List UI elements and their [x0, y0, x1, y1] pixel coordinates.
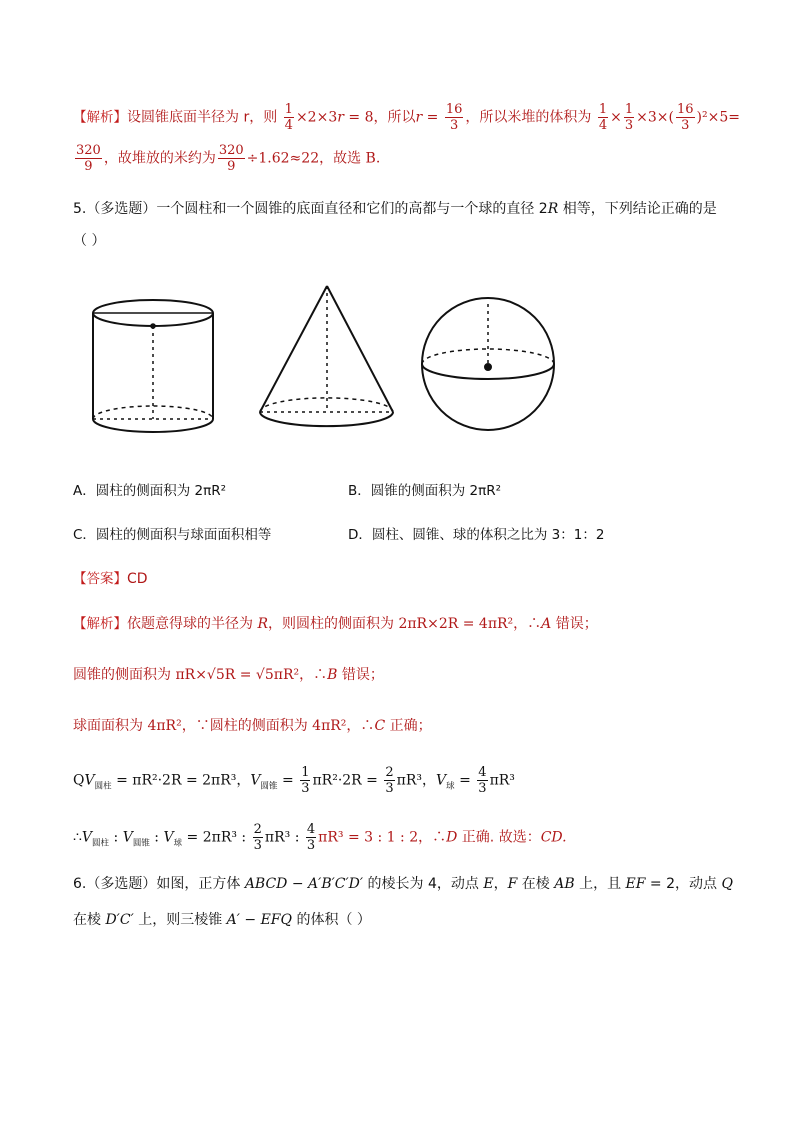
option-d: D．圆柱、圆锥、球的体积之比为 3：1：2 [348, 527, 605, 543]
fraction: $\frac{4}{3}$ [478, 765, 487, 796]
fraction: $\frac{1}{4}$ [284, 102, 293, 133]
analysis-prev-line-1: 【解析】设圆锥底面半径为 r，则 $\frac{1}{4}$ ×2×3r = 8，所以r = $\frac{16}{3}$ ，所以米堆的体积为 $\frac{1}{4}$ × $\frac{1}{3}$ ×3×( $\frac{16}{3}$ )²×5= [73, 102, 740, 133]
cone-figure [260, 286, 393, 426]
option-b: B．圆锥的侧面积为 2πR² [348, 483, 502, 499]
fraction: $\frac{2}{3}$ [385, 765, 394, 796]
fraction: $\frac{1}{4}$ [598, 102, 608, 133]
fraction: $\frac{16}{3}$ [676, 102, 694, 133]
solids-figure [80, 276, 570, 452]
option-a: A．圆柱的侧面积为 2πR² [73, 483, 227, 499]
option-c: C．圆柱的侧面积与球面面积相等 [73, 527, 272, 543]
fraction: $\frac{320}{9}$ [218, 143, 244, 174]
cylinder-figure [93, 300, 213, 432]
analysis-5-line-5: $\therefore V_{圆柱}$ : $V_{圆锥}$ : $V_球 = 2\pi R^3$ : $\frac{2}{3}$ πR³ : $\frac{4}{3}$ πR³ = 3 : 1 : 2，∴D 正确. 故选：CD. [73, 822, 567, 853]
question-6-line-2: 在棱 D′C′ 上，则三棱锥 A′ − EFQ 的体积（ ） [73, 912, 371, 928]
question-6-line-1: 6.（多选题）如图，正方体 ABCD − A′B′C′D′ 的棱长为 4，动点 E，F 在棱 AB 上，且 EF = 2，动点 Q [73, 876, 733, 892]
analysis-5-line-3: 球面面积为 4πR²，∵圆柱的侧面积为 4πR²，∴C 正确； [73, 718, 432, 734]
fraction: $\frac{1}{3}$ [301, 765, 310, 796]
analysis-5-line-1: 【解析】依题意得球的半径为 R，则圆柱的侧面积为 2πR×2R = 4πR²，∴A 错误； [73, 616, 598, 632]
answer-line: 【答案】CD [73, 571, 148, 587]
question-5-line-2: （ ） [73, 233, 106, 249]
fraction: $\frac{2}{3}$ [253, 822, 262, 853]
fraction: $\frac{16}{3}$ [445, 102, 463, 133]
question-5-line-1: 5.（多选题）一个圆柱和一个圆锥的底面直径和它们的高都与一个球的直径 2R 相等，下列结论正确的是 [73, 201, 717, 217]
sphere-figure [422, 298, 554, 430]
analysis-prev-line-2: $\frac{320}{9}$ ，故堆放的米约为 $\frac{320}{9}$ ÷1.62≈22，故选 B. [76, 143, 381, 174]
fraction: $\frac{1}{3}$ [624, 102, 634, 133]
analysis-5-line-2: 圆锥的侧面积为 πR×√5R = √5πR²，∴B 错误； [73, 667, 384, 683]
analysis-5-line-4: $QV_{圆柱} = \pi R^2\cdot 2R = 2\pi R^3$，$V_{圆锥}$ = $\frac{1}{3}$ πR²·2R = $\frac{2}{3}$ πR³，$V_球$ = $\frac{4}{3}$ πR³ [73, 765, 515, 796]
fraction: $\frac{4}{3}$ [306, 822, 316, 853]
fraction: $\frac{320}{9}$ [76, 143, 101, 174]
answer-value: CD [127, 571, 148, 587]
